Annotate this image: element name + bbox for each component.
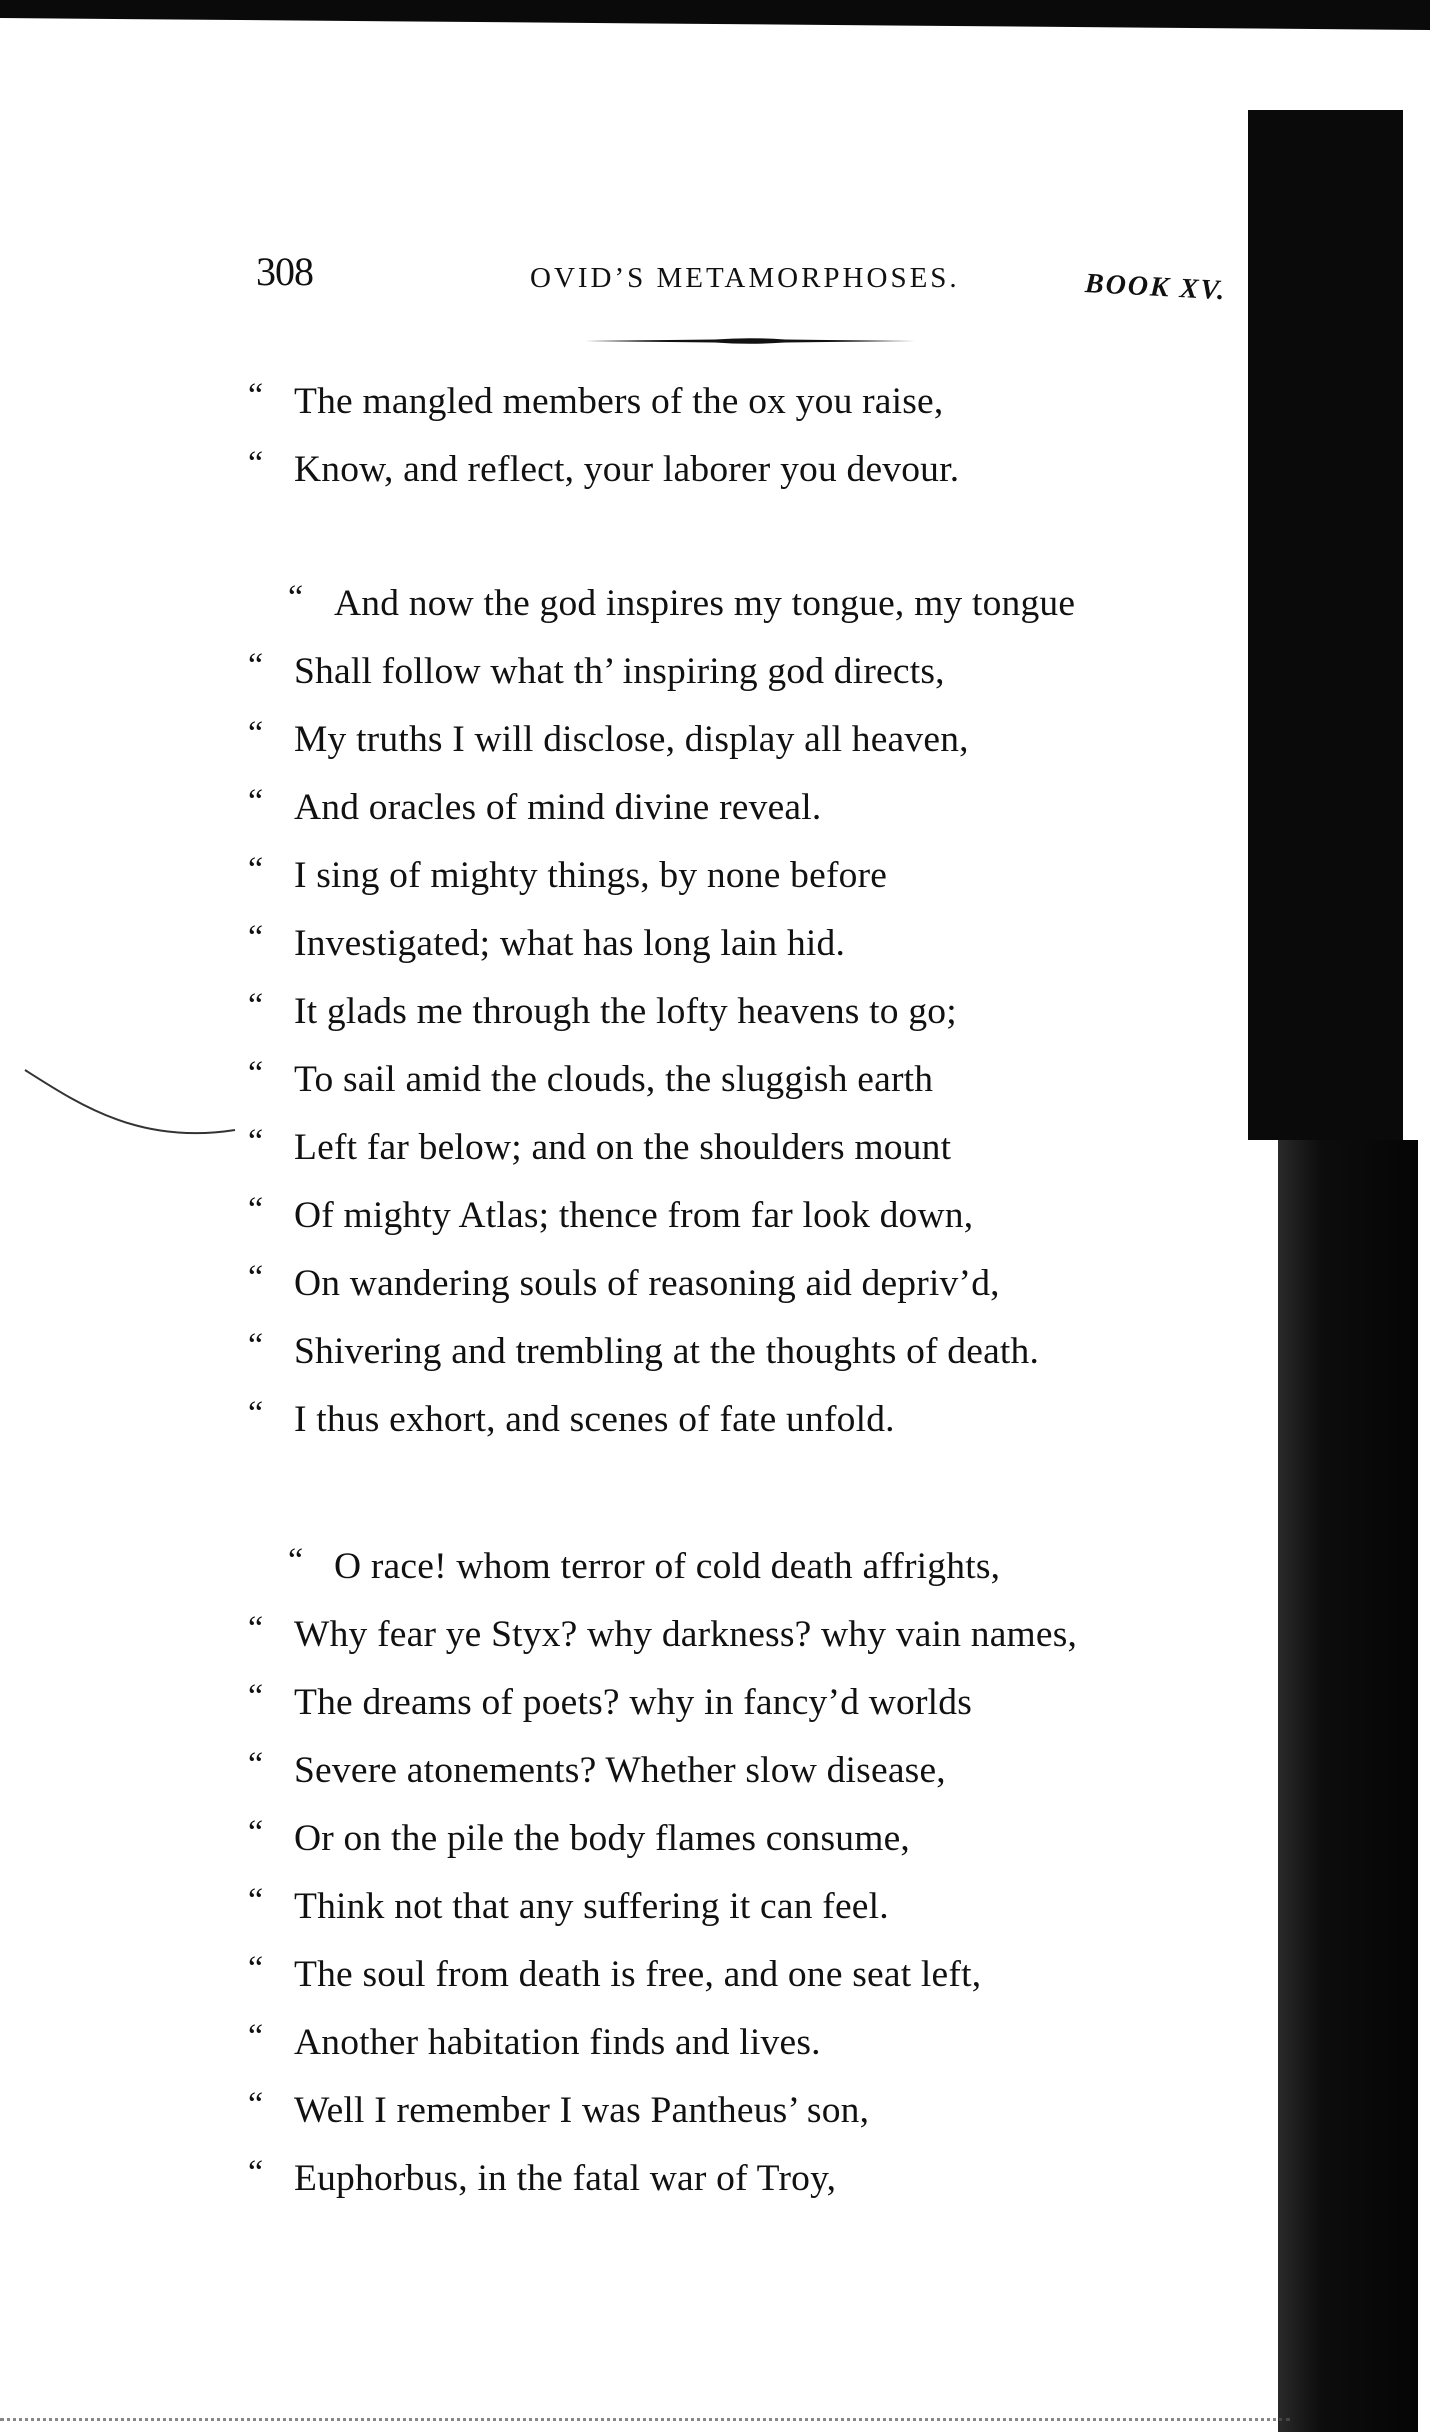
scan-edge-right-lower	[1278, 1140, 1418, 2432]
verse-line	[248, 1669, 1077, 1737]
open-quote: “	[248, 1950, 264, 1987]
open-quote: “	[248, 1191, 264, 1228]
open-quote: “	[288, 1542, 304, 1579]
verse-text: On wandering souls of reasoning aid depriv’d,	[294, 1263, 1000, 1304]
book-label: BOOK XV.	[1084, 268, 1228, 307]
verse-line	[248, 2009, 1077, 2077]
open-quote: “	[248, 1395, 264, 1432]
verse-text: The dreams of poets? why in fancy’d worlds	[294, 1682, 972, 1723]
verse-line	[248, 1386, 1075, 1454]
verse-line	[248, 1805, 1077, 1873]
verse-line	[248, 570, 1075, 638]
verse-text: Of mighty Atlas; thence from far look down,	[294, 1195, 974, 1236]
verse-text: Left far below; and on the shoulders mount	[294, 1127, 952, 1168]
stanza-3	[248, 1533, 1077, 2213]
open-quote: “	[248, 1746, 264, 1783]
open-quote: “	[248, 987, 264, 1024]
verse-text: My truths I will disclose, display all heaven,	[294, 719, 969, 760]
verse-line	[248, 638, 1075, 706]
scan-edge-top	[0, 0, 1430, 30]
verse-text: Know, and reflect, your laborer you devour.	[294, 449, 960, 490]
open-quote: “	[248, 2018, 264, 2055]
verse-line	[248, 1941, 1077, 2009]
open-quote: “	[288, 579, 304, 616]
verse-text: Another habitation finds and lives.	[294, 2022, 821, 2063]
stanza-1	[248, 368, 959, 504]
verse-line	[248, 842, 1075, 910]
verse-line	[248, 706, 1075, 774]
verse-text: Well I remember I was Pantheus’ son,	[294, 2090, 870, 2131]
verse-text: It glads me through the lofty heavens to go;	[294, 991, 957, 1032]
open-quote: “	[248, 851, 264, 888]
open-quote: “	[248, 715, 264, 752]
verse-text: Shivering and trembling at the thoughts of death.	[294, 1331, 1040, 1372]
verse-line	[248, 1533, 1077, 1601]
verse-text: O race! whom terror of cold death affrights,	[334, 1546, 1001, 1587]
verse-text: Shall follow what th’ inspiring god directs,	[294, 651, 945, 692]
open-quote: “	[248, 1678, 264, 1715]
verse-text: Why fear ye Styx? why darkness? why vain names,	[294, 1614, 1078, 1655]
verse-text: Investigated; what has long lain hid.	[294, 923, 846, 964]
verse-line	[248, 774, 1075, 842]
verse-text: Euphorbus, in the fatal war of Troy,	[294, 2158, 837, 2199]
open-quote: “	[248, 1123, 264, 1160]
margin-pencil-mark	[20, 1065, 240, 1145]
verse-text: I sing of mighty things, by none before	[294, 855, 888, 896]
page-number: 308	[256, 249, 313, 294]
verse-line	[248, 910, 1075, 978]
verse-line	[248, 1737, 1077, 1805]
verse-text: To sail amid the clouds, the sluggish earth	[294, 1059, 934, 1100]
open-quote: “	[248, 1259, 264, 1296]
verse-line	[248, 1046, 1075, 1114]
verse-text: And now the god inspires my tongue, my tongue	[334, 583, 1076, 624]
open-quote: “	[248, 1882, 264, 1919]
scan-edge-bottom	[0, 2404, 1290, 2421]
stanza-2	[248, 570, 1075, 1454]
scan-edge-right-upper	[1248, 110, 1403, 1140]
open-quote: “	[248, 377, 264, 414]
running-title: OVID’S METAMORPHOSES.	[530, 262, 960, 294]
verse-line	[248, 1182, 1075, 1250]
verse-line	[248, 978, 1075, 1046]
verse-line	[248, 2145, 1077, 2213]
open-quote: “	[248, 2086, 264, 2123]
verse-line	[248, 1601, 1077, 1669]
verse-line	[248, 2077, 1077, 2145]
verse-text: And oracles of mind divine reveal.	[294, 787, 822, 828]
verse-text: I thus exhort, and scenes of fate unfold.	[294, 1399, 895, 1440]
open-quote: “	[248, 1327, 264, 1364]
verse-line	[248, 436, 959, 504]
verse-line	[248, 368, 959, 436]
header-rule	[585, 337, 915, 345]
open-quote: “	[248, 1610, 264, 1647]
verse-line	[248, 1250, 1075, 1318]
open-quote: “	[248, 2154, 264, 2191]
open-quote: “	[248, 1055, 264, 1092]
open-quote: “	[248, 445, 264, 482]
verse-line	[248, 1318, 1075, 1386]
open-quote: “	[248, 647, 264, 684]
verse-line	[248, 1114, 1075, 1182]
verse-line	[248, 1873, 1077, 1941]
verse-text: The soul from death is free, and one seat left,	[294, 1954, 982, 1995]
verse-text: The mangled members of the ox you raise,	[294, 381, 944, 422]
open-quote: “	[248, 1814, 264, 1851]
open-quote: “	[248, 783, 264, 820]
verse-text: Or on the pile the body flames consume,	[294, 1818, 910, 1859]
open-quote: “	[248, 919, 264, 956]
verse-text: Severe atonements? Whether slow disease,	[294, 1750, 946, 1791]
verse-text: Think not that any suffering it can feel.	[294, 1886, 889, 1927]
